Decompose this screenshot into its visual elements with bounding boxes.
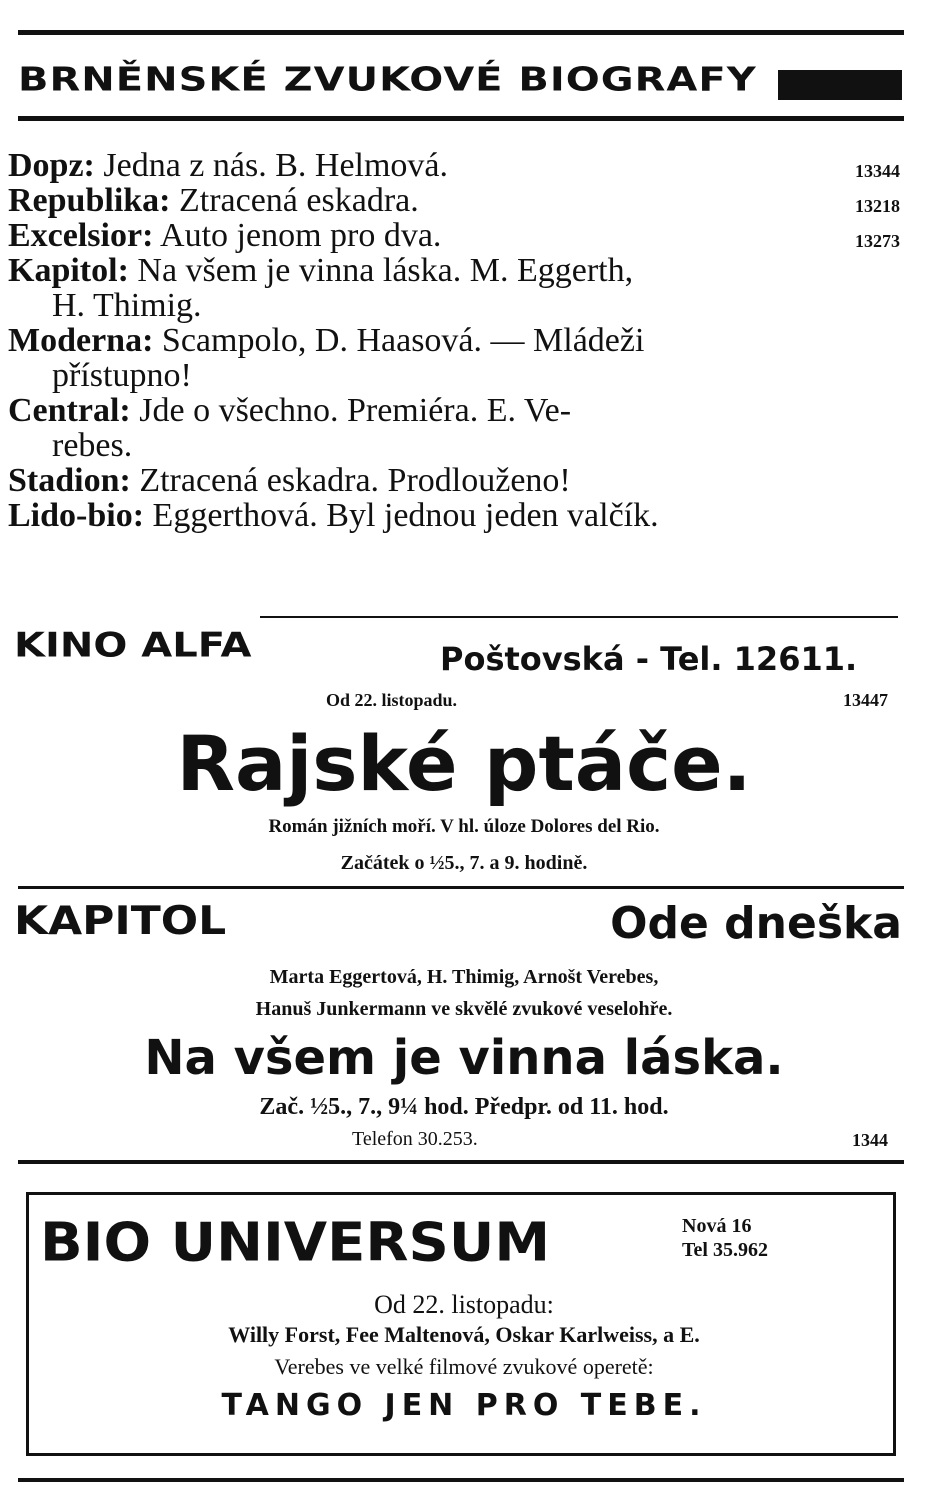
universum-cast-line-1: Willy Forst, Fee Maltenová, Oskar Karlweiss, a E. [228,1322,700,1347]
program-text: Scampolo, D. Haasová. — Mládeži [161,322,645,359]
kapitol-film-title: Na všem je vinna láska. [144,1030,784,1086]
program-text-continued: H. Thimig. [52,287,202,324]
program-text-continued: přístupno! [52,357,192,394]
program-text: Auto jenom pro dva. [160,217,442,254]
title-bar-decoration [778,70,902,100]
alfa-ad-code: 13447 [843,690,888,710]
alfa-description: Román jižních moří. V hl. úloze Dolores del Rio. [268,816,660,837]
kapitol-cinema-name: KAPITOL [14,898,227,944]
universum-film-title: TANGO JEN PRO TEBE. [221,1388,707,1423]
venue-name: Stadion: [8,462,131,499]
header-rule [18,116,904,121]
kapitol-since: Ode dneška [610,898,902,949]
program-text-continued: rebes. [52,427,133,464]
program-text: Eggerthová. Byl jednou jeden valčík. [152,497,659,534]
venue-name: Lido-bio: [8,497,145,534]
list-item [8,323,904,393]
universum-address [682,1214,768,1262]
program-text: Na všem je vinna láska. M. Eggerth, [137,252,634,289]
ad-code: 13273 [855,231,900,251]
kapitol-telephone: Telefon 30.253. [352,1128,478,1150]
program-text: Jde o všechno. Premiéra. E. Ve- [139,392,572,429]
alfa-cinema-name: KINO ALFA [14,626,252,666]
list-item [8,498,904,533]
universum-rule [18,1160,904,1164]
list-item [8,218,904,253]
ad-code: 13344 [855,161,900,181]
universum-cast-line-2: Verebes ve velké filmové zvukové operetě: [274,1354,654,1379]
alfa-showtimes: Začátek o ½5., 7. a 9. hodině. [340,852,588,874]
alfa-film-title: Rajské ptáče. [176,719,752,808]
kapitol-showtimes: Zač. ½5., 7., 9¼ hod. Předpr. od 11. hod. [259,1094,669,1120]
list-item [8,393,904,463]
venue-name: Dopz: [8,147,95,184]
section-title: BRNĚNSKÉ ZVUKOVÉ BIOGRAFY [18,61,757,99]
universum-telephone: Tel 35.962 [682,1239,768,1261]
top-rule [18,30,904,35]
list-item [8,148,904,183]
program-text: Ztracená eskadra. Prodlouženo! [139,462,571,499]
venue-name: Central: [8,392,131,429]
list-item [8,183,904,218]
venue-name: Excelsior: [8,217,154,254]
universum-date: Od 22. listopadu: [374,1290,554,1319]
alfa-rule [260,616,898,618]
alfa-date: Od 22. listopadu. [326,690,458,710]
program-text: Jedna z nás. B. Helmová. [103,147,449,184]
list-item [8,463,904,498]
universum-cinema-name: BIO UNIVERSUM [40,1212,551,1274]
venue-name: Moderna: [8,322,154,359]
kapitol-cast-line-1: Marta Eggertová, H. Thimig, Arnošt Verebes, [269,966,659,988]
kapitol-rule [18,886,904,889]
list-item [8,253,904,323]
bottom-rule [18,1478,904,1482]
ad-code: 13218 [855,196,900,216]
universum-street: Nová 16 [682,1215,752,1237]
venue-name: Kapitol: [8,252,129,289]
kapitol-ad-code: 1344 [852,1130,888,1150]
kapitol-cast-line-2: Hanuš Junkermann ve skvělé zvukové veselohře. [255,998,673,1020]
venue-name: Republika: [8,182,171,219]
cinema-listing [8,148,904,533]
program-text: Ztracená eskadra. [179,182,419,219]
alfa-address: Poštovská - Tel. 12611. [440,640,858,678]
